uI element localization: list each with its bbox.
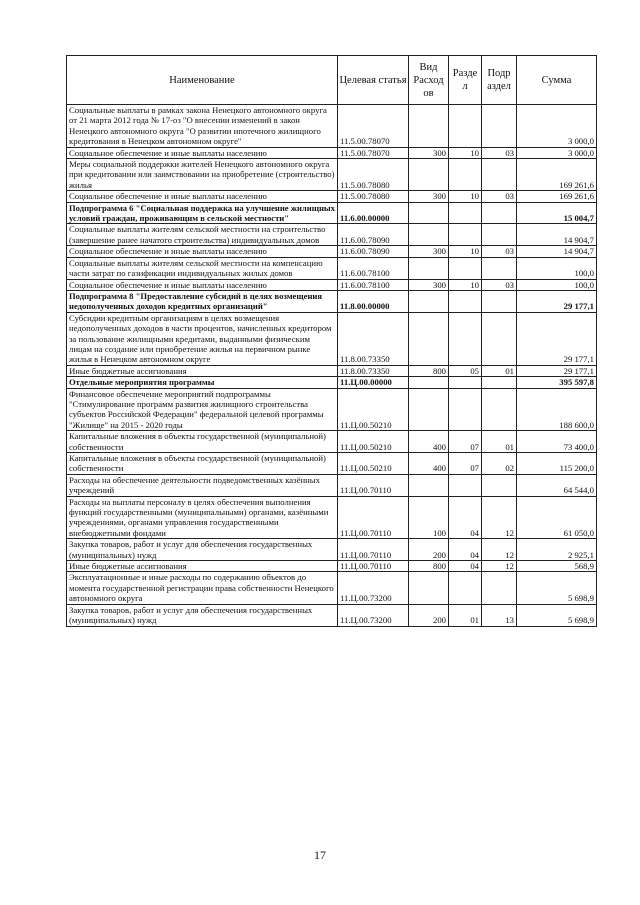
table-row [67, 377, 597, 388]
cell-name: Меры социальной поддержки жителей Ненецкого автономного округа при кредитовании или заимствовании на приобретение (строительство) жилья [67, 159, 338, 191]
cell-amount: 14 904,7 [517, 246, 597, 257]
cell-section [449, 202, 482, 224]
cell-amount: 115 200,0 [517, 453, 597, 475]
cell-subsection: 03 [482, 279, 517, 290]
cell-name: Социальные выплаты в рамках закона Ненецкого автономного округа от 21 марта 2012 года № 17-оз "О внесении изменений в закон Ненецкого автономного округа "О развитии ипотечного жилищного кредитования в Ненецком автономном округе" [67, 105, 338, 148]
cell-expense-type: 300 [409, 246, 449, 257]
table-row [67, 365, 597, 376]
table-row [67, 561, 597, 572]
cell-amount: 169 261,6 [517, 191, 597, 202]
cell-subsection [482, 202, 517, 224]
cell-section: 07 [449, 431, 482, 453]
cell-target-article: 11.8.00.00000 [338, 290, 409, 312]
table-row [67, 147, 597, 158]
cell-subsection: 03 [482, 191, 517, 202]
cell-amount: 64 544,0 [517, 474, 597, 496]
cell-section: 04 [449, 539, 482, 561]
cell-subsection: 12 [482, 539, 517, 561]
cell-section [449, 377, 482, 388]
header-expense-type: Вид Расход ов [409, 56, 449, 105]
cell-name: Расходы на обеспечение деятельности подведомственных казённых учреждений [67, 474, 338, 496]
cell-expense-type [409, 474, 449, 496]
cell-target-article: 11.Ц.00.73200 [338, 604, 409, 626]
cell-target-article: 11.Ц.00.73200 [338, 572, 409, 604]
cell-amount: 100,0 [517, 257, 597, 279]
cell-target-article: 11.6.00.78090 [338, 246, 409, 257]
cell-amount: 3 000,0 [517, 147, 597, 158]
cell-subsection: 02 [482, 453, 517, 475]
cell-expense-type [409, 159, 449, 191]
cell-amount: 100,0 [517, 279, 597, 290]
cell-name: Социальные выплаты жителям сельской местности на компенсацию части затрат по газификации индивидуальных жилых домов [67, 257, 338, 279]
cell-expense-type: 300 [409, 147, 449, 158]
cell-expense-type [409, 202, 449, 224]
cell-section: 10 [449, 191, 482, 202]
cell-amount: 395 597,8 [517, 377, 597, 388]
cell-amount: 2 925,1 [517, 539, 597, 561]
cell-amount: 3 000,0 [517, 105, 597, 148]
cell-section [449, 572, 482, 604]
table-row [67, 604, 597, 626]
cell-expense-type: 800 [409, 365, 449, 376]
cell-subsection: 12 [482, 496, 517, 539]
cell-subsection: 03 [482, 246, 517, 257]
cell-section [449, 257, 482, 279]
cell-expense-type [409, 257, 449, 279]
cell-name: Закупка товаров, работ и услуг для обеспечения государственных (муниципальных) нужд [67, 539, 338, 561]
cell-target-article: 11.Ц.00.50210 [338, 453, 409, 475]
cell-target-article: 11.Ц.00.50210 [338, 431, 409, 453]
cell-amount: 5 698,9 [517, 604, 597, 626]
table-row [67, 279, 597, 290]
cell-section [449, 159, 482, 191]
cell-target-article: 11.5.00.78080 [338, 191, 409, 202]
cell-name: Социальное обеспечение и иные выплаты населению [67, 147, 338, 158]
page-number: 17 [314, 848, 326, 862]
cell-target-article: 11.Ц.00.70110 [338, 539, 409, 561]
cell-target-article: 11.6.00.78100 [338, 279, 409, 290]
cell-name: Подпрограмма 6 "Социальная поддержка на улучшение жилищных условий граждан, проживающим в сельской местности" [67, 202, 338, 224]
cell-name: Социальное обеспечение и иные выплаты населению [67, 279, 338, 290]
cell-target-article: 11.5.00.78070 [338, 147, 409, 158]
cell-expense-type: 800 [409, 561, 449, 572]
cell-name: Финансовое обеспечение мероприятий подпрограммы "Стимулирование программ развития жилищного строительства субъектов Российской Федерации" федеральной целевой программы "Жилище" на 2015 - 2020 годы [67, 388, 338, 431]
cell-expense-type: 400 [409, 431, 449, 453]
table-row [67, 453, 597, 475]
cell-amount: 29 177,1 [517, 312, 597, 365]
cell-subsection [482, 572, 517, 604]
cell-name: Субсидии кредитным организациям в целях возмещения недополученных доходов в части процентов, начисленных кредитором за пользование жилищными кредитами, выданными физическим лицам на создание или приобретение жилья на первичном рынке жилья в Ненецком автономном округе [67, 312, 338, 365]
cell-section [449, 290, 482, 312]
cell-expense-type: 100 [409, 496, 449, 539]
cell-name: Подпрограмма 8 "Предоставление субсидий в целях возмещения недополученных доходов кредитных организаций" [67, 290, 338, 312]
cell-section: 10 [449, 147, 482, 158]
cell-amount: 188 600,0 [517, 388, 597, 431]
header-subsection: Подр аздел [482, 56, 517, 105]
cell-section: 07 [449, 453, 482, 475]
cell-expense-type [409, 377, 449, 388]
cell-target-article: 11.6.00.78100 [338, 257, 409, 279]
table-row [67, 496, 597, 539]
cell-name: Закупка товаров, работ и услуг для обеспечения государственных (муниципальных) нужд [67, 604, 338, 626]
cell-name: Отдельные мероприятия программы [67, 377, 338, 388]
budget-table [66, 55, 597, 627]
cell-section [449, 224, 482, 246]
cell-target-article: 11.Ц.00.00000 [338, 377, 409, 388]
cell-subsection [482, 290, 517, 312]
cell-section [449, 474, 482, 496]
cell-expense-type [409, 312, 449, 365]
cell-amount: 73 400,0 [517, 431, 597, 453]
cell-target-article: 11.6.00.78090 [338, 224, 409, 246]
cell-expense-type: 300 [409, 191, 449, 202]
cell-expense-type: 200 [409, 604, 449, 626]
cell-target-article: 11.8.00.73350 [338, 365, 409, 376]
header-target-article: Целевая статья [338, 56, 409, 105]
cell-subsection [482, 388, 517, 431]
cell-subsection: 03 [482, 147, 517, 158]
cell-expense-type [409, 572, 449, 604]
cell-section [449, 312, 482, 365]
cell-subsection: 12 [482, 561, 517, 572]
table-row [67, 224, 597, 246]
cell-amount: 15 004,7 [517, 202, 597, 224]
table-row [67, 572, 597, 604]
header-amount: Сумма [517, 56, 597, 105]
table-row [67, 105, 597, 148]
cell-subsection [482, 474, 517, 496]
cell-name: Социальное обеспечение и иные выплаты населению [67, 191, 338, 202]
cell-expense-type: 400 [409, 453, 449, 475]
table-row [67, 474, 597, 496]
cell-name: Иные бюджетные ассигнования [67, 561, 338, 572]
cell-amount: 61 050,0 [517, 496, 597, 539]
cell-target-article: 11.6.00.00000 [338, 202, 409, 224]
cell-expense-type [409, 388, 449, 431]
cell-name: Расходы на выплаты персоналу в целях обеспечения выполнения функций государственными (муниципальными) органами, казёнными учреждениями, органами управления государственными внебюджетными фондами [67, 496, 338, 539]
cell-name: Социальное обеспечение и иные выплаты населению [67, 246, 338, 257]
table-row [67, 431, 597, 453]
cell-target-article: 11.8.00.73350 [338, 312, 409, 365]
cell-expense-type [409, 105, 449, 148]
cell-subsection: 13 [482, 604, 517, 626]
cell-section: 10 [449, 279, 482, 290]
cell-subsection [482, 224, 517, 246]
table-row [67, 246, 597, 257]
cell-section [449, 388, 482, 431]
cell-name: Иные бюджетные ассигнования [67, 365, 338, 376]
cell-section: 10 [449, 246, 482, 257]
cell-amount: 169 261,6 [517, 159, 597, 191]
table-row [67, 191, 597, 202]
cell-target-article: 11.Ц.00.50210 [338, 388, 409, 431]
cell-name: Капитальные вложения в объекты государственной (муниципальной) собственности [67, 453, 338, 475]
table-row [67, 388, 597, 431]
cell-target-article: 11.5.00.78080 [338, 159, 409, 191]
cell-amount: 29 177,1 [517, 290, 597, 312]
table-body [67, 105, 597, 627]
cell-subsection [482, 159, 517, 191]
cell-section: 01 [449, 604, 482, 626]
cell-section: 05 [449, 365, 482, 376]
cell-expense-type: 300 [409, 279, 449, 290]
cell-target-article: 11.5.00.78070 [338, 105, 409, 148]
cell-name: Социальные выплаты жителям сельской местности на строительство (завершение ранее начатого строительства) индивидуальных домов [67, 224, 338, 246]
cell-section [449, 105, 482, 148]
cell-amount: 568,9 [517, 561, 597, 572]
cell-target-article: 11.Ц.00.70110 [338, 561, 409, 572]
table-header-row [67, 56, 597, 105]
cell-name: Эксплуатационные и иные расходы по содержанию объектов до момента государственной регистрации права собственности Ненецкого автономного округа [67, 572, 338, 604]
cell-subsection [482, 377, 517, 388]
cell-subsection [482, 257, 517, 279]
cell-target-article: 11.Ц.00.70110 [338, 496, 409, 539]
cell-amount: 14 904,7 [517, 224, 597, 246]
cell-amount: 29 177,1 [517, 365, 597, 376]
header-section: Разде л [449, 56, 482, 105]
cell-amount: 5 698,9 [517, 572, 597, 604]
cell-target-article: 11.Ц.00.70110 [338, 474, 409, 496]
cell-expense-type [409, 224, 449, 246]
table-row [67, 290, 597, 312]
cell-name: Капитальные вложения в объекты государственной (муниципальной) собственности [67, 431, 338, 453]
table-row [67, 202, 597, 224]
cell-expense-type: 200 [409, 539, 449, 561]
table-row [67, 539, 597, 561]
table-row [67, 257, 597, 279]
cell-section: 04 [449, 496, 482, 539]
cell-subsection: 01 [482, 365, 517, 376]
cell-expense-type [409, 290, 449, 312]
cell-section: 04 [449, 561, 482, 572]
table-row [67, 159, 597, 191]
cell-subsection [482, 312, 517, 365]
cell-subsection [482, 105, 517, 148]
table-row [67, 312, 597, 365]
header-name: Наименование [67, 56, 338, 105]
cell-subsection: 01 [482, 431, 517, 453]
